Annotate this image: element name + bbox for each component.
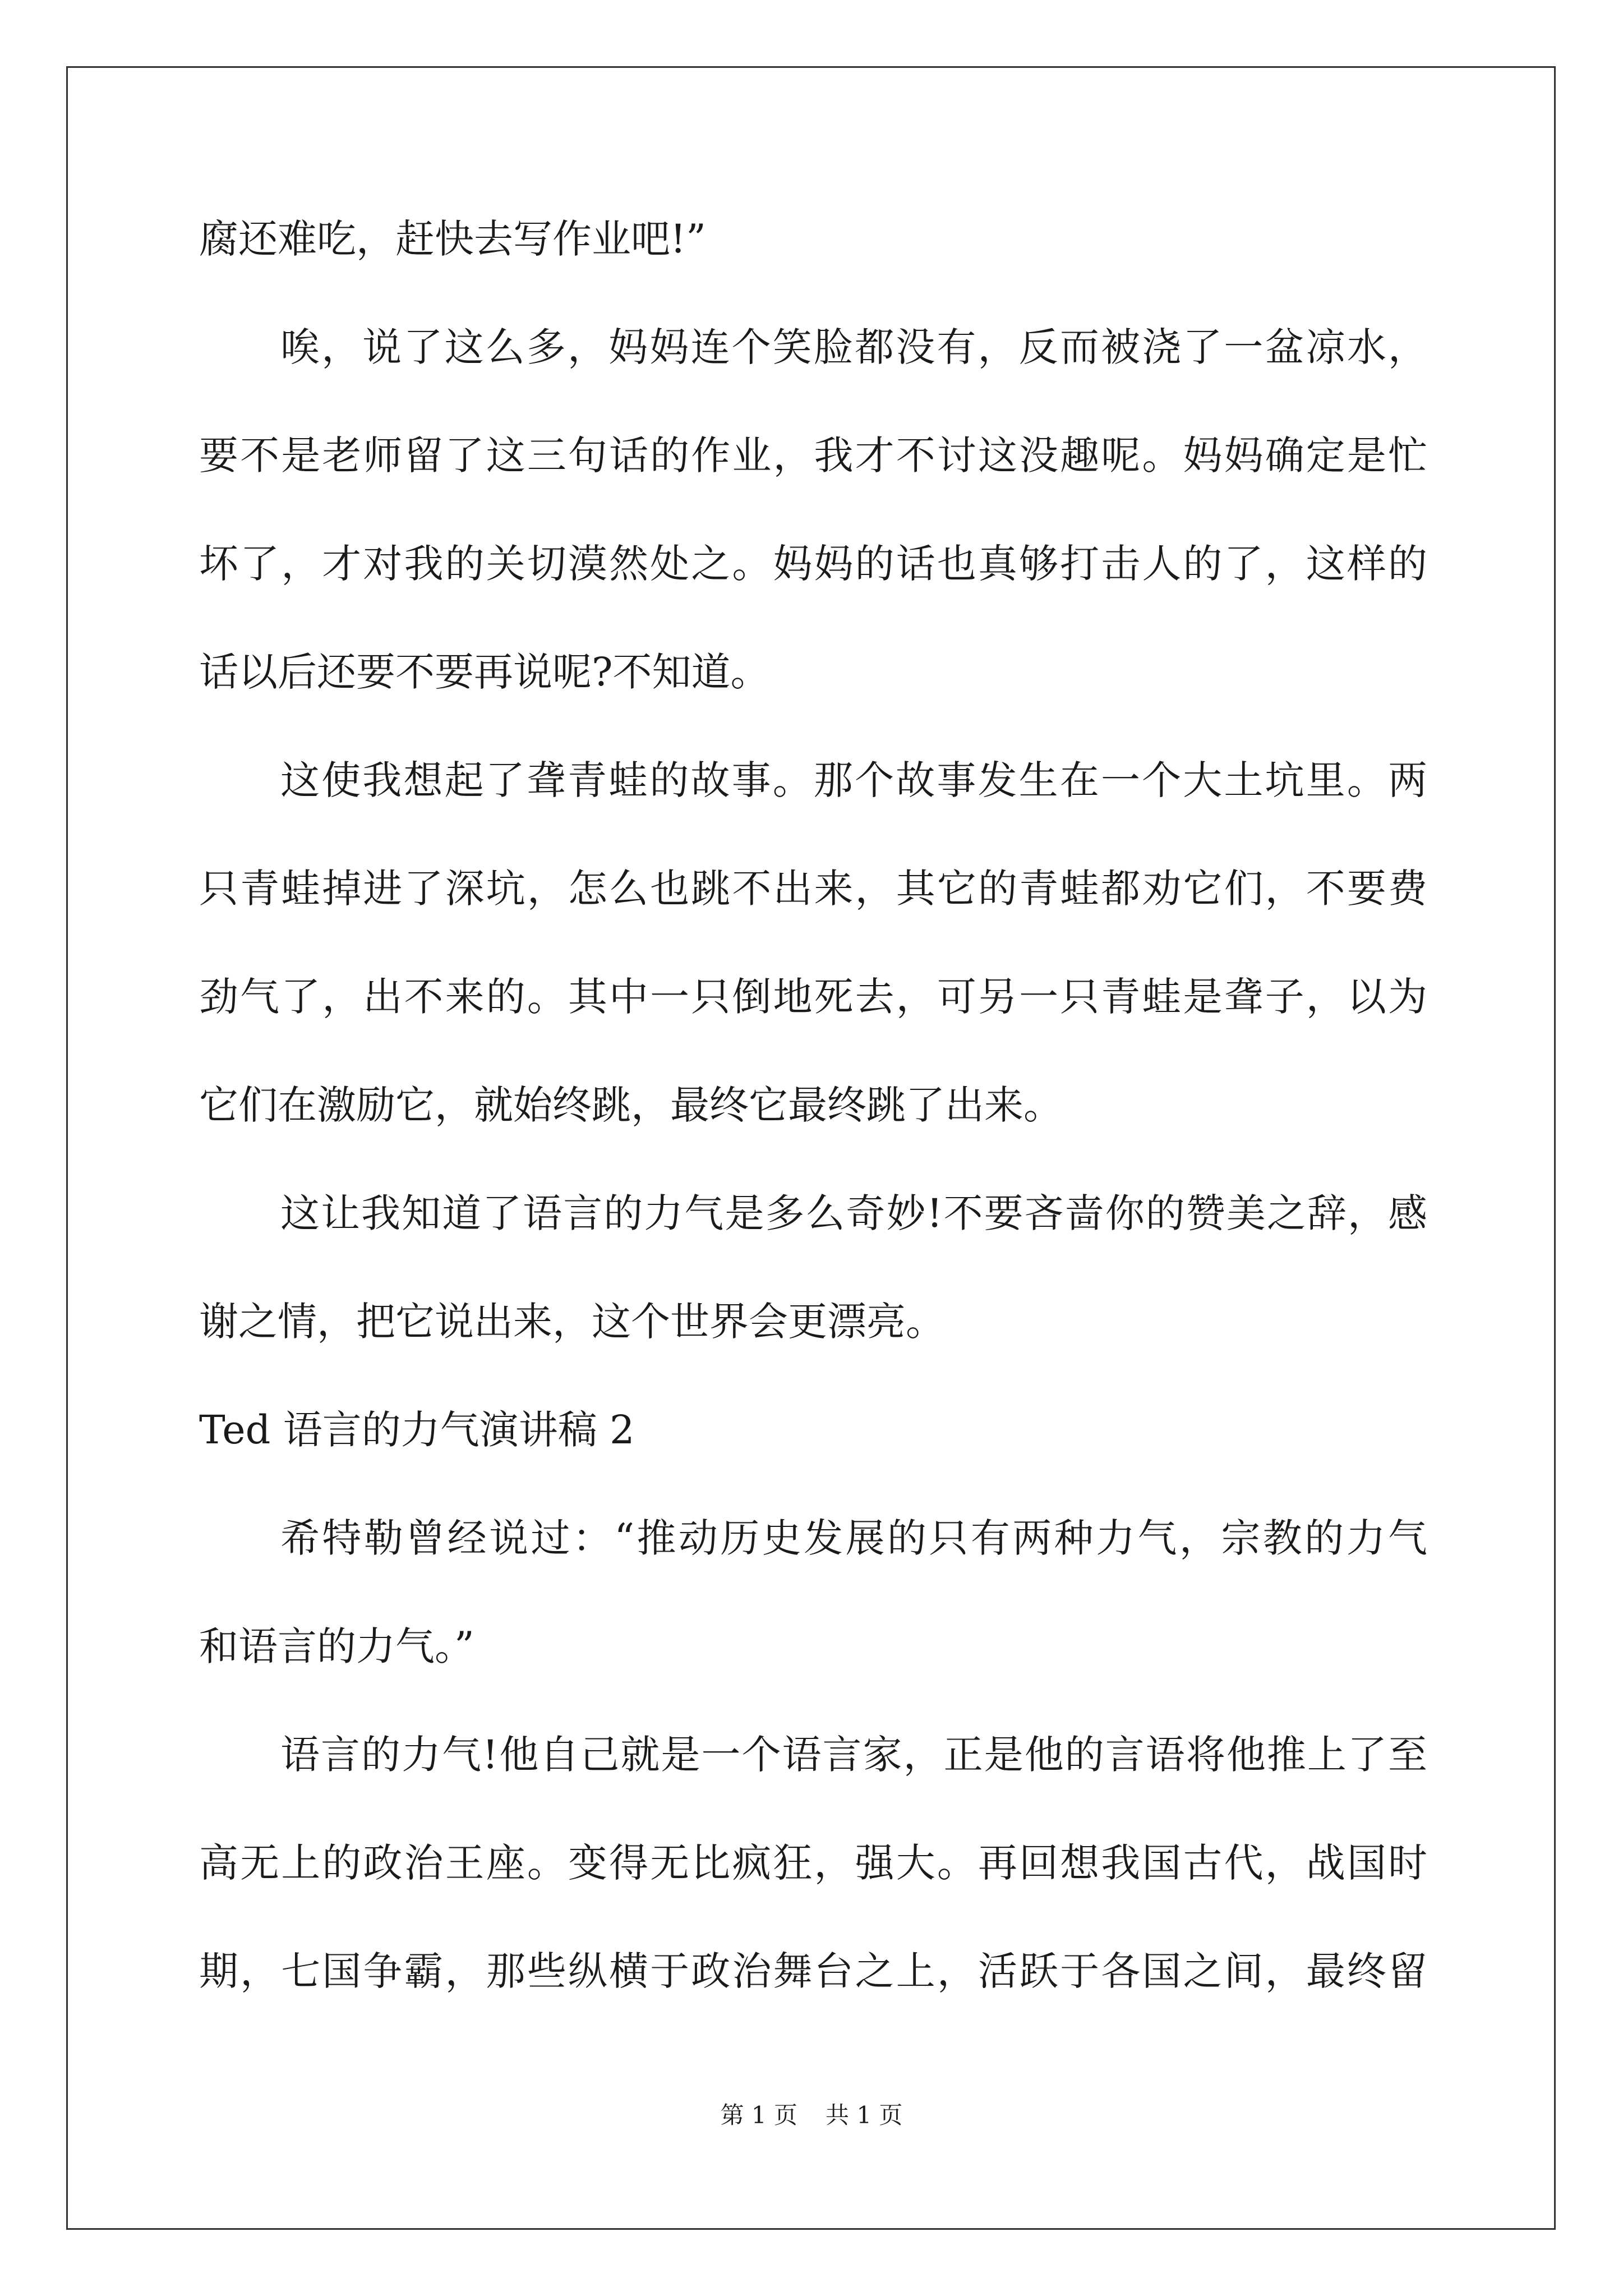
section-heading: Ted 语言的力气演讲稿 2 bbox=[199, 1407, 635, 1453]
paragraph-line: 坏了，才对我的关切漠然处之。妈妈的话也真够打击人的了，这样的 bbox=[199, 541, 1427, 587]
page-total: 共 1 页 bbox=[826, 2101, 903, 2129]
paragraph-line: 劲气了，出不来的。其中一只倒地死去，可另一只青蛙是聋子，以为 bbox=[199, 974, 1427, 1020]
page-footer bbox=[0, 2097, 1623, 2131]
paragraph-line: 期，七国争霸，那些纵横于政治舞台之上，活跃于各国之间，最终留 bbox=[199, 1948, 1427, 1994]
paragraph-line: 腐还难吃，赶快去写作业吧!” bbox=[199, 216, 706, 262]
paragraph-line: 它们在激励它，就始终跳，最终它最终跳了出来。 bbox=[199, 1082, 1063, 1128]
paragraph-line: 只青蛙掉进了深坑，怎么也跳不出来，其它的青蛙都劝它们，不要费 bbox=[199, 866, 1427, 912]
paragraph-line: 语言的力气!他自己就是一个语言家，正是他的言语将他推上了至 bbox=[280, 1732, 1427, 1778]
paragraph-line: 高无上的政治王座。变得无比疯狂，强大。再回想我国古代，战国时 bbox=[199, 1840, 1427, 1886]
paragraph-line: 希特勒曾经说过：“推动历史发展的只有两种力气，宗教的力气 bbox=[280, 1515, 1427, 1561]
paragraph-line: 谢之情，把它说出来，这个世界会更漂亮。 bbox=[199, 1299, 945, 1345]
paragraph-line: 和语言的力气。” bbox=[199, 1623, 474, 1669]
paragraph-line: 唉，说了这么多，妈妈连个笑脸都没有，反而被浇了一盆凉水， bbox=[280, 324, 1427, 370]
page-number: 第 1 页 bbox=[720, 2101, 797, 2129]
paragraph-line: 要不是老师留了这三句话的作业，我才不讨这没趣呢。妈妈确定是忙 bbox=[199, 432, 1427, 478]
paragraph-line: 这使我想起了聋青蛙的故事。那个故事发生在一个大土坑里。两 bbox=[280, 757, 1427, 803]
paragraph-line: 这让我知道了语言的力气是多么奇妙!不要吝啬你的赞美之辞，感 bbox=[280, 1190, 1427, 1236]
document-body bbox=[199, 185, 1427, 2026]
paragraph-line: 话以后还要不要再说呢?不知道。 bbox=[199, 649, 770, 695]
